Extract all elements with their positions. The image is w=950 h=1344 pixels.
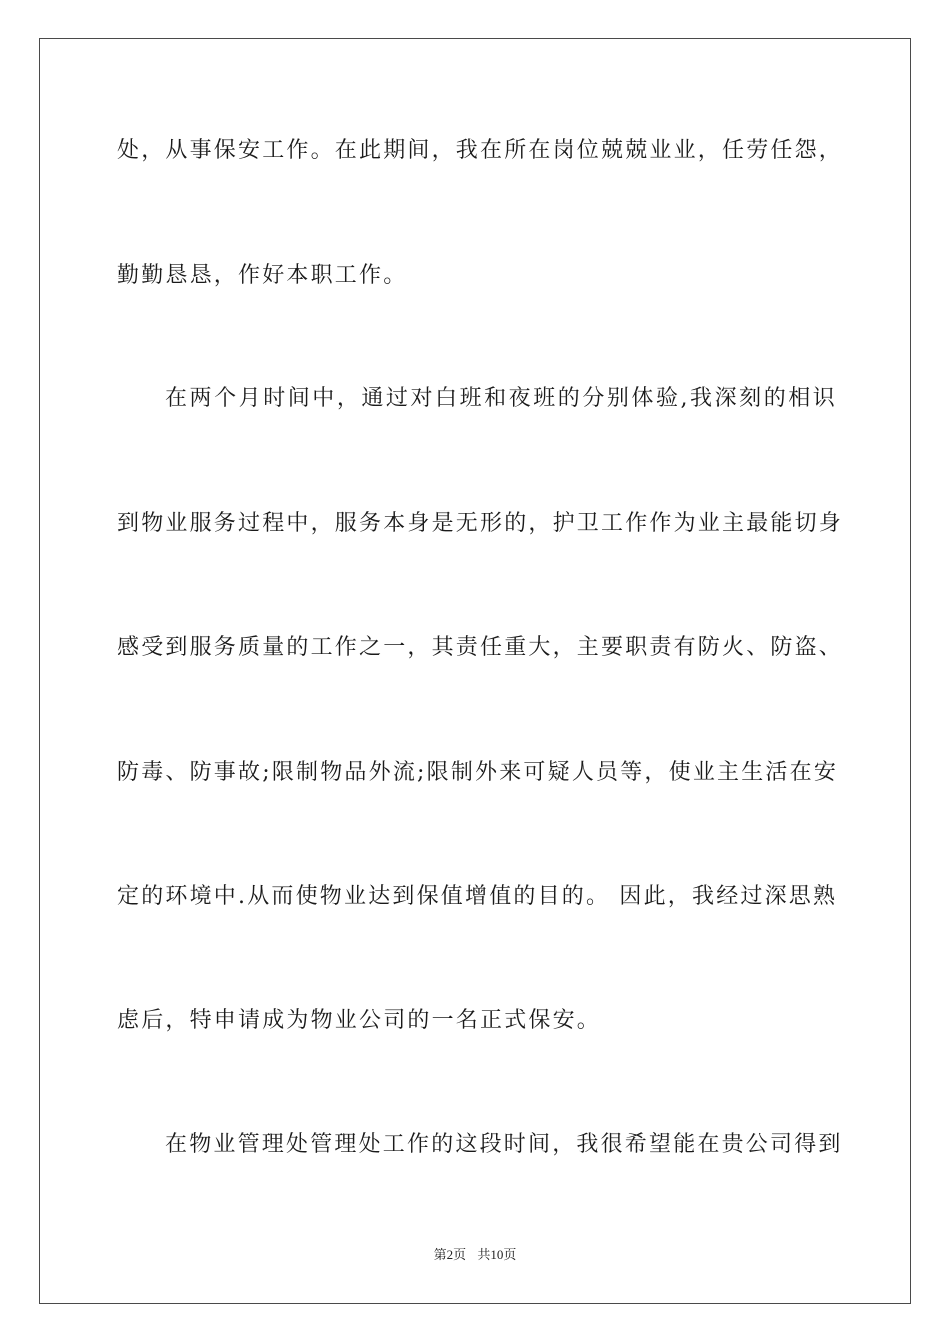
paragraph-start-line: 在物业管理处管理处工作的这段时间，我很希望能在贵公司得到 bbox=[165, 1132, 843, 1157]
page-border bbox=[39, 38, 911, 1304]
body-text-line: 防毒、防事故;限制物品外流;限制外来可疑人员等，使业主生活在安 bbox=[117, 760, 839, 785]
body-text-line: 虑后，特申请成为物业公司的一名正式保安。 bbox=[117, 1008, 602, 1033]
page-footer bbox=[0, 1244, 950, 1263]
paragraph-start-line: 在两个月时间中，通过对白班和夜班的分别体验,我深刻的相识 bbox=[165, 386, 837, 411]
body-text-line: 到物业服务过程中，服务本身是无形的，护卫工作作为业主最能切身 bbox=[117, 511, 844, 536]
body-text-line: 感受到服务质量的工作之一，其责任重大，主要职责有防火、防盗、 bbox=[117, 635, 844, 660]
body-text-line: 定的环境中.从而使物业达到保值增值的目的。 因此，我经过深思熟 bbox=[117, 884, 838, 909]
page-total: 共10页 bbox=[477, 1247, 517, 1262]
page-number: 第2页 bbox=[433, 1247, 467, 1262]
body-text-line: 勤勤恳恳，作好本职工作。 bbox=[117, 263, 408, 288]
body-text-line: 处，从事保安工作。在此期间，我在所在岗位兢兢业业，任劳任怨， bbox=[117, 138, 844, 163]
